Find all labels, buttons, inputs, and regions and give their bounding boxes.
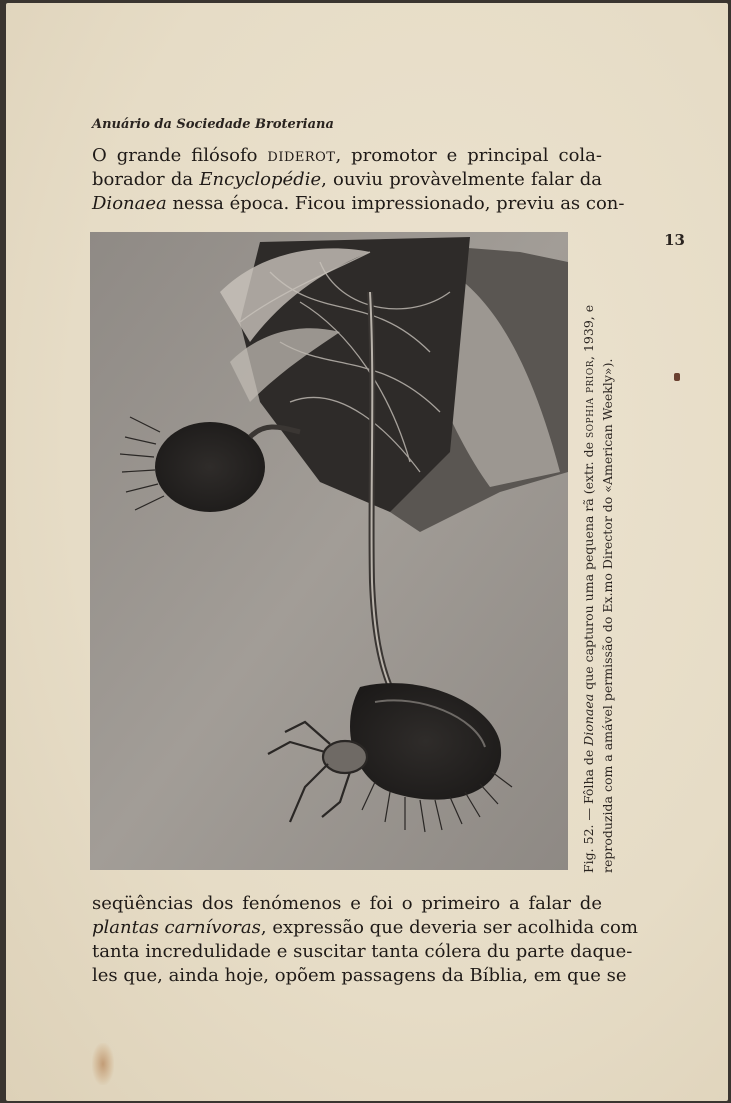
caption-run: , 1939, e <box>581 304 596 360</box>
running-title: Anuário da Sociedade Broteriana <box>92 117 334 132</box>
text-run: O grande filósofo <box>92 145 268 166</box>
text-line: seqüências dos fenómenos e foi o primeiro a falar de <box>92 893 602 914</box>
caption-author-smallcaps: sophia prior <box>581 359 596 438</box>
text-line: les que, ainda hoje, opõem passagens da Bíblia, em que se <box>92 965 627 986</box>
text-line <box>92 168 602 192</box>
term-italic: plantas carnívoras <box>92 917 261 938</box>
text-line <box>92 144 602 168</box>
caption-genus-italic: Dionaea <box>581 693 596 746</box>
paragraph-bottom <box>92 892 638 988</box>
dionaea-frog-photo <box>90 232 568 870</box>
figure-caption <box>579 253 623 873</box>
figure-photograph <box>90 232 568 870</box>
caption-run: que capturou uma pequena rã (extr. de <box>581 438 596 694</box>
text-run: , ouviu provàvelmente falar da <box>321 169 602 190</box>
work-title-italic: Encyclopédie <box>199 169 322 190</box>
genus-italic: Dionaea <box>92 193 167 214</box>
text-line: tanta incredulidade e suscitar tanta cólera du parte daque- <box>92 941 633 962</box>
page-number: 13 <box>664 231 685 249</box>
paragraph-top <box>92 144 625 216</box>
text-run: , promotor e principal cola- <box>335 145 602 166</box>
text-run: nessa época. Ficou impressionado, previu as con- <box>166 193 625 214</box>
text-line <box>92 916 638 940</box>
book-page <box>6 3 728 1101</box>
caption-run: Fig. 52. — Fôlha de <box>581 745 596 873</box>
paper-spot <box>674 373 680 381</box>
text-run: , expressão que deveria ser acolhida com <box>260 917 638 938</box>
paper-stain <box>92 1043 114 1085</box>
author-name-smallcaps: diderot <box>267 145 336 166</box>
text-line <box>92 192 625 216</box>
caption-line <box>579 253 598 873</box>
text-run: borador da <box>92 169 200 190</box>
caption-line: reproduzida com a amável permissão do Ex.mo Director do «American Weekly»). <box>600 358 615 873</box>
